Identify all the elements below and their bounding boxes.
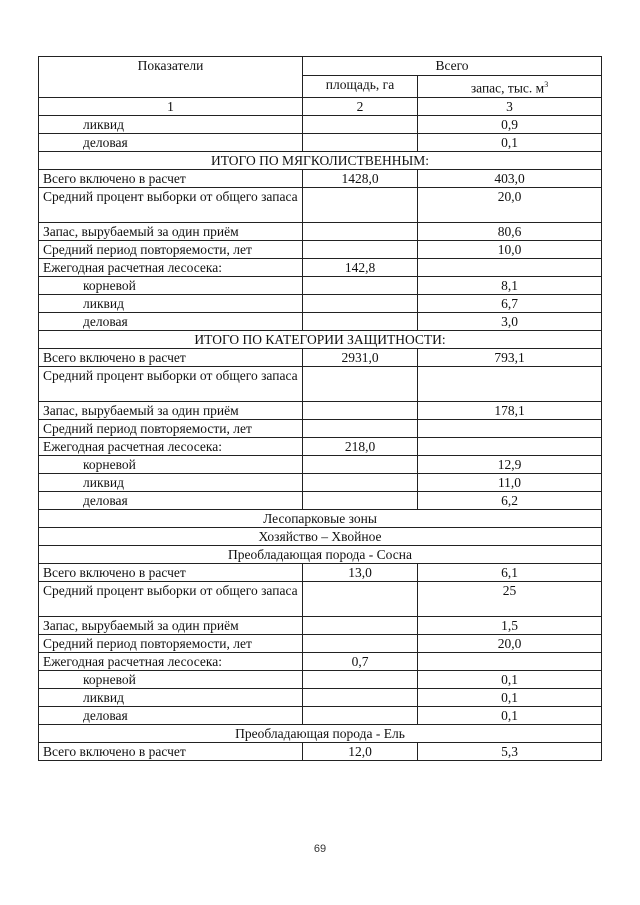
stock-value bbox=[418, 366, 602, 401]
indicator-label: корневой bbox=[39, 276, 303, 294]
table-row bbox=[39, 455, 602, 473]
stock-value: 0,9 bbox=[418, 115, 602, 133]
area-value bbox=[303, 491, 418, 509]
indicator-label: Средний процент выборки от общего запаса bbox=[39, 187, 303, 222]
indicator-label: Всего включено в расчет bbox=[39, 563, 303, 581]
area-value: 1428,0 bbox=[303, 169, 418, 187]
stock-value bbox=[418, 652, 602, 670]
section-row bbox=[39, 509, 602, 527]
stock-value bbox=[418, 258, 602, 276]
section-title: ИТОГО ПО КАТЕГОРИИ ЗАЩИТНОСТИ: bbox=[39, 330, 602, 348]
area-value bbox=[303, 222, 418, 240]
area-value bbox=[303, 670, 418, 688]
section-title: Лесопарковые зоны bbox=[39, 509, 602, 527]
header-col-number-3: 3 bbox=[418, 97, 602, 115]
indicator-label: корневой bbox=[39, 670, 303, 688]
page-number: 69 bbox=[313, 843, 327, 855]
indicator-label: Средний процент выборки от общего запаса bbox=[39, 366, 303, 401]
table-row bbox=[39, 652, 602, 670]
section-title: Преобладающая порода - Сосна bbox=[39, 545, 602, 563]
header-area: площадь, га bbox=[303, 76, 418, 98]
indicator-label: деловая bbox=[39, 706, 303, 724]
area-value: 0,7 bbox=[303, 652, 418, 670]
stock-value: 25 bbox=[418, 581, 602, 616]
stock-value: 80,6 bbox=[418, 222, 602, 240]
table-row bbox=[39, 634, 602, 652]
area-value bbox=[303, 581, 418, 616]
area-value bbox=[303, 688, 418, 706]
table-row bbox=[39, 491, 602, 509]
section-title: Преобладающая порода - Ель bbox=[39, 724, 602, 742]
section-row bbox=[39, 151, 602, 169]
table-row bbox=[39, 563, 602, 581]
indicator-label: Всего включено в расчет bbox=[39, 742, 303, 760]
header-total: Всего bbox=[303, 57, 602, 76]
area-value bbox=[303, 706, 418, 724]
table-row bbox=[39, 187, 602, 222]
area-value bbox=[303, 312, 418, 330]
indicator-label: ликвид bbox=[39, 294, 303, 312]
area-value bbox=[303, 634, 418, 652]
table-row bbox=[39, 169, 602, 187]
stock-value: 0,1 bbox=[418, 133, 602, 151]
area-value: 218,0 bbox=[303, 437, 418, 455]
header-col-number-1: 1 bbox=[39, 97, 303, 115]
area-value: 13,0 bbox=[303, 563, 418, 581]
section-row bbox=[39, 545, 602, 563]
indicator-label: деловая bbox=[39, 491, 303, 509]
table-row bbox=[39, 670, 602, 688]
indicator-label: Средний период повторяемости, лет bbox=[39, 634, 303, 652]
indicator-label: Всего включено в расчет bbox=[39, 348, 303, 366]
area-value bbox=[303, 616, 418, 634]
indicator-label: Всего включено в расчет bbox=[39, 169, 303, 187]
stock-value: 178,1 bbox=[418, 401, 602, 419]
area-value bbox=[303, 240, 418, 258]
indicator-label: Ежегодная расчетная лесосека: bbox=[39, 652, 303, 670]
area-value bbox=[303, 115, 418, 133]
table-row bbox=[39, 258, 602, 276]
area-value bbox=[303, 473, 418, 491]
indicator-label: деловая bbox=[39, 312, 303, 330]
table-row bbox=[39, 222, 602, 240]
table-row bbox=[39, 706, 602, 724]
table-row bbox=[39, 276, 602, 294]
indicator-label: Запас, вырубаемый за один приём bbox=[39, 401, 303, 419]
indicator-label: ликвид bbox=[39, 115, 303, 133]
indicator-label: Запас, вырубаемый за один приём bbox=[39, 222, 303, 240]
section-row bbox=[39, 527, 602, 545]
area-value bbox=[303, 401, 418, 419]
table-row bbox=[39, 115, 602, 133]
stock-value: 0,1 bbox=[418, 706, 602, 724]
section-row bbox=[39, 330, 602, 348]
table-row bbox=[39, 473, 602, 491]
indicator-label: Средний процент выборки от общего запаса bbox=[39, 581, 303, 616]
area-value bbox=[303, 366, 418, 401]
stock-value: 20,0 bbox=[418, 187, 602, 222]
table-row bbox=[39, 437, 602, 455]
area-value bbox=[303, 294, 418, 312]
stock-value: 5,3 bbox=[418, 742, 602, 760]
header-indicators: Показатели bbox=[39, 57, 303, 98]
table-row bbox=[39, 419, 602, 437]
table-row bbox=[39, 366, 602, 401]
area-value: 2931,0 bbox=[303, 348, 418, 366]
stock-value: 793,1 bbox=[418, 348, 602, 366]
indicator-label: ликвид bbox=[39, 473, 303, 491]
area-value: 142,8 bbox=[303, 258, 418, 276]
stock-value: 3,0 bbox=[418, 312, 602, 330]
area-value bbox=[303, 133, 418, 151]
table-row bbox=[39, 294, 602, 312]
section-title: Хозяйство – Хвойное bbox=[39, 527, 602, 545]
stock-value: 0,1 bbox=[418, 670, 602, 688]
indicator-label: ликвид bbox=[39, 688, 303, 706]
table-row bbox=[39, 240, 602, 258]
stock-value: 20,0 bbox=[418, 634, 602, 652]
table-row bbox=[39, 348, 602, 366]
indicator-label: Средний период повторяемости, лет bbox=[39, 240, 303, 258]
indicator-label: Ежегодная расчетная лесосека: bbox=[39, 437, 303, 455]
section-title: ИТОГО ПО МЯГКОЛИСТВЕННЫМ: bbox=[39, 151, 602, 169]
table-row bbox=[39, 742, 602, 760]
stock-value: 6,7 bbox=[418, 294, 602, 312]
header-stock: запас, тыс. $м^3$ bbox=[418, 76, 602, 98]
indicator-label: Средний период повторяемости, лет bbox=[39, 419, 303, 437]
area-value: 12,0 bbox=[303, 742, 418, 760]
table-row bbox=[39, 688, 602, 706]
area-value bbox=[303, 276, 418, 294]
area-value bbox=[303, 419, 418, 437]
stock-value: 8,1 bbox=[418, 276, 602, 294]
table-row bbox=[39, 312, 602, 330]
section-row bbox=[39, 724, 602, 742]
header-col-number-2: 2 bbox=[303, 97, 418, 115]
stock-value: 6,2 bbox=[418, 491, 602, 509]
forest-table bbox=[38, 56, 602, 761]
indicator-label: Запас, вырубаемый за один приём bbox=[39, 616, 303, 634]
stock-value: 0,1 bbox=[418, 688, 602, 706]
table-row bbox=[39, 401, 602, 419]
area-value bbox=[303, 187, 418, 222]
table-row bbox=[39, 616, 602, 634]
stock-value bbox=[418, 419, 602, 437]
stock-value: 10,0 bbox=[418, 240, 602, 258]
stock-value: 1,5 bbox=[418, 616, 602, 634]
stock-value: 6,1 bbox=[418, 563, 602, 581]
indicator-label: Ежегодная расчетная лесосека: bbox=[39, 258, 303, 276]
stock-value: 403,0 bbox=[418, 169, 602, 187]
indicator-label: деловая bbox=[39, 133, 303, 151]
area-value bbox=[303, 455, 418, 473]
stock-value bbox=[418, 437, 602, 455]
indicator-label: корневой bbox=[39, 455, 303, 473]
table-row bbox=[39, 133, 602, 151]
stock-value: 12,9 bbox=[418, 455, 602, 473]
table-row bbox=[39, 581, 602, 616]
stock-value: 11,0 bbox=[418, 473, 602, 491]
